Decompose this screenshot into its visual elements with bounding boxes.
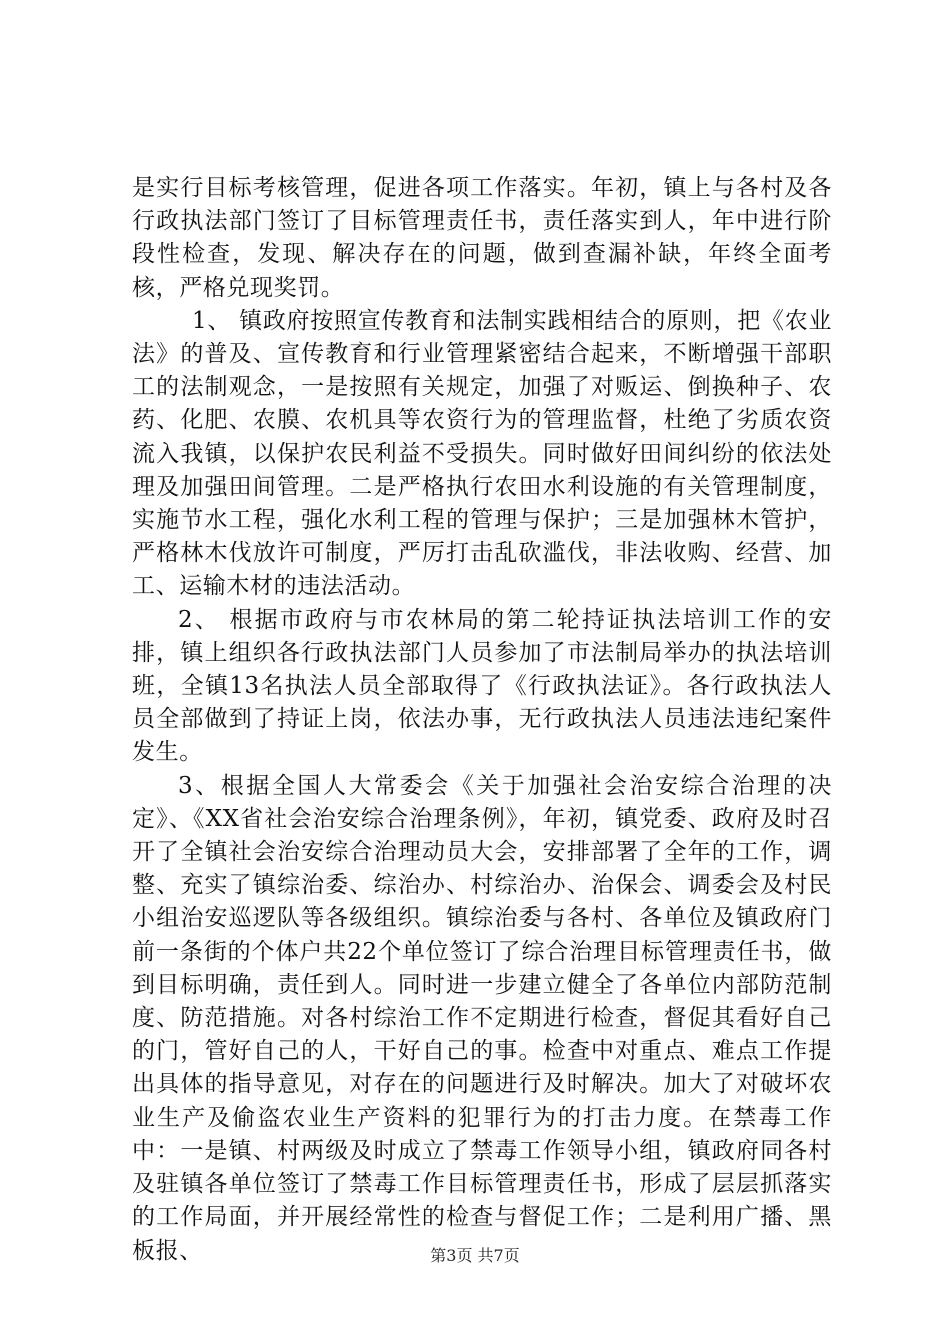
document-body (132, 172, 832, 1268)
paragraph-item-2: 2、 根据市政府与市农林局的第二轮持证执法培训工作的安排，镇上组织各行政执法部门人员参加了市法制局举办的执法培训班，全镇13名执法人员全部取得了《行政执法证》。各行政执法人员全部做到了持证上岗，依法办事，无行政执法人员违法违纪案件发生。 (132, 606, 832, 766)
paragraph-item-1: 1、 镇政府按照宣传教育和法制实践相结合的原则，把《农业法》的普及、宣传教育和行业管理紧密结合起来，不断增强干部职工的法制观念，一是按照有关规定，加强了对贩运、倒换种子、农药、化肥、农膜、农机具等农资行为的管理监督，杜绝了劣质农资流入我镇，以保护农民利益不受损失。同时做好田间纠纷的依法处理及加强田间管理。二是严格执行农田水利设施的有关管理制度，实施节水工程，强化水利工程的管理与保护；三是加强林木管护，严格林木伐放许可制度，严厉打击乱砍滥伐，非法收购、经营、加工、运输木材的违法活动。 (132, 307, 832, 600)
paragraph-item-3: 3、根据全国人大常委会《关于加强社会治安综合治理的决定》、《XX省社会治安综合治理条例》，年初，镇党委、政府及时召开了全镇社会治安综合治理动员大会，安排部署了全年的工作，调整、充实了镇综治委、综治办、村综治办、治保会、调委会及村民小组治安巡逻队等各级组织。镇综治委与各村、各单位及镇政府门前一条街的个体户共22个单位签订了综合治理目标管理责任书，做到目标明确，责任到人。同时进一步建立健全了各单位内部防范制度、防范措施。对各村综治工作不定期进行检查，督促其看好自己的门，管好自己的人，干好自己的事。检查中对重点、难点工作提出具体的指导意见，对存在的问题进行及时解决。加大了对破坏农业生产及偷盗农业生产资料的犯罪行为的打击力度。在禁毒工作中：一是镇、村两级及时成立了禁毒工作领导小组，镇政府同各村及驻镇各单位签订了禁毒工作目标管理责任书，形成了层层抓落实的工作局面，并开展经常性的检查与督促工作；二是利用广播、黑板报、 (132, 772, 832, 1264)
page-number-footer: 第3页 共7页 (430, 1246, 520, 1265)
paragraph-continuation: 是实行目标考核管理，促进各项工作落实。年初，镇上与各村及各行政执法部门签订了目标管理责任书，责任落实到人，年中进行阶段性检查，发现、解决存在的问题，做到查漏补缺，年终全面考核，严格兑现奖罚。 (132, 175, 832, 301)
